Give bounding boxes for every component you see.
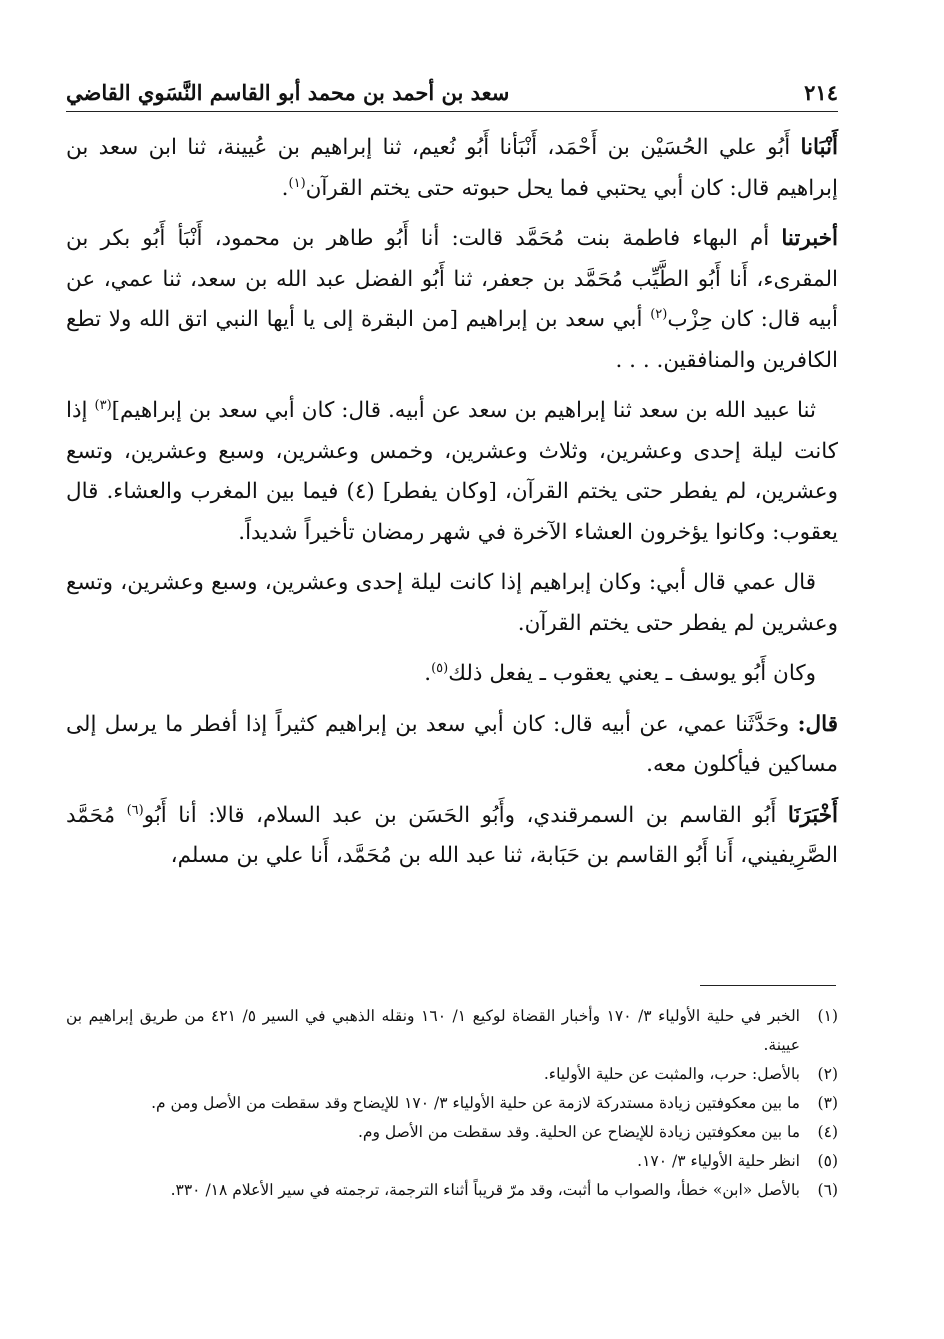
- paragraph-text: أم البهاء فاطمة بنت مُحَمَّد قالت: أنا أَبُو طاهر بن محمود، أَنْبَأ أَبُو بكر بن المقرىء، أَنا أَبُو الطَّيِّب مُحَمَّد بن جعفر، ثنا أَبُو الفضل عبد الله بن سعد، ثنا عمي، عن أبيه قال: كان حِزْب: [66, 226, 838, 332]
- paragraph-tail: أبي سعد بن إبراهيم [من البقرة إلى يا أيها النبي اتق الله ولا تطع الكافرين والمنافقين. . . .: [66, 307, 838, 373]
- paragraph-text: وكان أَبُو يوسف ـ يعني يعقوب ـ يفعل ذلك: [448, 661, 816, 686]
- footnote-ref: (٥): [431, 660, 449, 676]
- footnote-separator: [700, 985, 836, 986]
- paragraph-lead: قال:: [797, 711, 838, 737]
- paragraph-lead: أخبرتنا: [781, 226, 838, 251]
- paragraph-tail: .: [424, 661, 432, 686]
- footnote-number: (٥): [817, 1152, 838, 1170]
- footnote-ref: (٦): [126, 802, 144, 818]
- paragraph-tail: .: [281, 175, 289, 201]
- footnote: [66, 1118, 838, 1147]
- footnote-number: (٢): [817, 1065, 838, 1083]
- page-header: [66, 74, 838, 108]
- paragraph-tail: مُحَمَّد الصَّرِيفيني، أَنا أَبُو القاسم بن حَبَابة، ثنا عبد الله بن مُحَمَّد، أَنا علي بن مسلم،: [66, 802, 838, 868]
- header-rule: [66, 111, 838, 112]
- footnote: [66, 1147, 838, 1176]
- paragraph: [66, 796, 838, 877]
- paragraph-lead: أَخْبَرَنَا: [787, 802, 838, 828]
- footnote: [66, 1002, 838, 1060]
- footnote-number: (١): [817, 1007, 838, 1025]
- paragraph-text: قال عمي قال أبي: وكان إبراهيم إذا كانت ليلة إحدى وعشرين، وسبع وعشرين، وتسع وعشرين لم يفطر حتى يختم القرآن.: [66, 570, 838, 636]
- footnote-ref: (١): [288, 175, 306, 191]
- paragraph-text: أَبُو علي الحُسَيْن بن أَحْمَد، أَنْبَأنا أَبُو نُعيم، ثنا إبراهيم بن عُيينة، ثنا ابن سعد بن إبراهيم قال: كان أبي يحتبي فما يحل حبوته حتى يختم القرآن: [66, 135, 838, 201]
- paragraph-text: وحَدَّثَنا عمي، عن أبيه قال: كان أبي سعد بن إبراهيم كثيراً إذا أفطر ما يرسل إلى مساكين فيأكلون معه.: [66, 711, 838, 777]
- paragraph: [66, 391, 838, 553]
- running-title: سعد بن أحمد بن محمد أبو القاسم النَّسَوي القاضي: [66, 80, 510, 105]
- footnote-text: بالأصل: حرب، والمثبت عن حلية الأولياء.: [543, 1065, 800, 1083]
- footnote: [66, 1060, 838, 1089]
- paragraph-text: أَبُو القاسم بن السمرقندي، وأَبُو الحَسَن بن عبد السلام، قالا: أنا أَبُو: [143, 802, 788, 828]
- footnote-text: ما بين معكوفتين زيادة للإيضاح عن الحلية. وقد سقطت من الأصل وم.: [358, 1123, 800, 1141]
- footnotes: [66, 1002, 838, 1205]
- footnote-number: (٣): [817, 1094, 838, 1112]
- paragraph: [66, 219, 838, 381]
- footnote-number: (٤): [817, 1123, 838, 1141]
- paragraph: [66, 128, 838, 209]
- footnote-text: بالأصل «ابن» خطأ، والصواب ما أثبت، وقد مرّ قريباً أثناء الترجمة، ترجمته في سير الأعلام ١٨/ ٣٣٠.: [170, 1181, 800, 1199]
- paragraph-lead: أَنْبَانا: [800, 135, 838, 160]
- footnote-ref: (٣): [94, 397, 112, 413]
- footnote-text: ما بين معكوفتين زيادة مستدركة لازمة عن حلية الأولياء ٣/ ١٧٠ للإيضاح وقد سقطت من الأصل ومن م.: [151, 1094, 800, 1112]
- footnote-text: انظر حلية الأولياء ٣/ ١٧٠.: [637, 1152, 800, 1170]
- main-text: [66, 128, 838, 887]
- footnote: [66, 1176, 838, 1205]
- paragraph: [66, 654, 838, 695]
- footnote-number: (٦): [817, 1181, 838, 1199]
- page-number: ٢١٤: [804, 80, 838, 105]
- footnote-text: الخبر في حلية الأولياء ٣/ ١٧٠ وأخبار القضاة لوكيع ١/ ١٦٠ ونقله الذهبي في السير ٥/ ٤٢١ من طريق إبراهيم بن عيينة.: [66, 1007, 800, 1054]
- paragraph: [66, 563, 838, 644]
- paragraph-tail: إذا كانت ليلة إحدى وعشرين، وثلاث وعشرين، وخمس وعشرين، وسبع وعشرين، وتسع وعشرين، لم يفطر حتى يختم القرآن، [وكان يفطر] (٤) فيما بين المغرب والعشاء. قال يعقوب: وكانوا يؤخرون العشاء الآخرة في شهر رمضان تأخيراً شديداً.: [66, 398, 838, 545]
- paragraph-text: ثنا عبيد الله بن سعد ثنا إبراهيم بن سعد عن أبيه. قال: كان أبي سعد بن إبراهيم]: [111, 398, 816, 423]
- footnote-ref: (٢): [650, 306, 668, 322]
- paragraph: [66, 705, 838, 786]
- footnote: [66, 1089, 838, 1118]
